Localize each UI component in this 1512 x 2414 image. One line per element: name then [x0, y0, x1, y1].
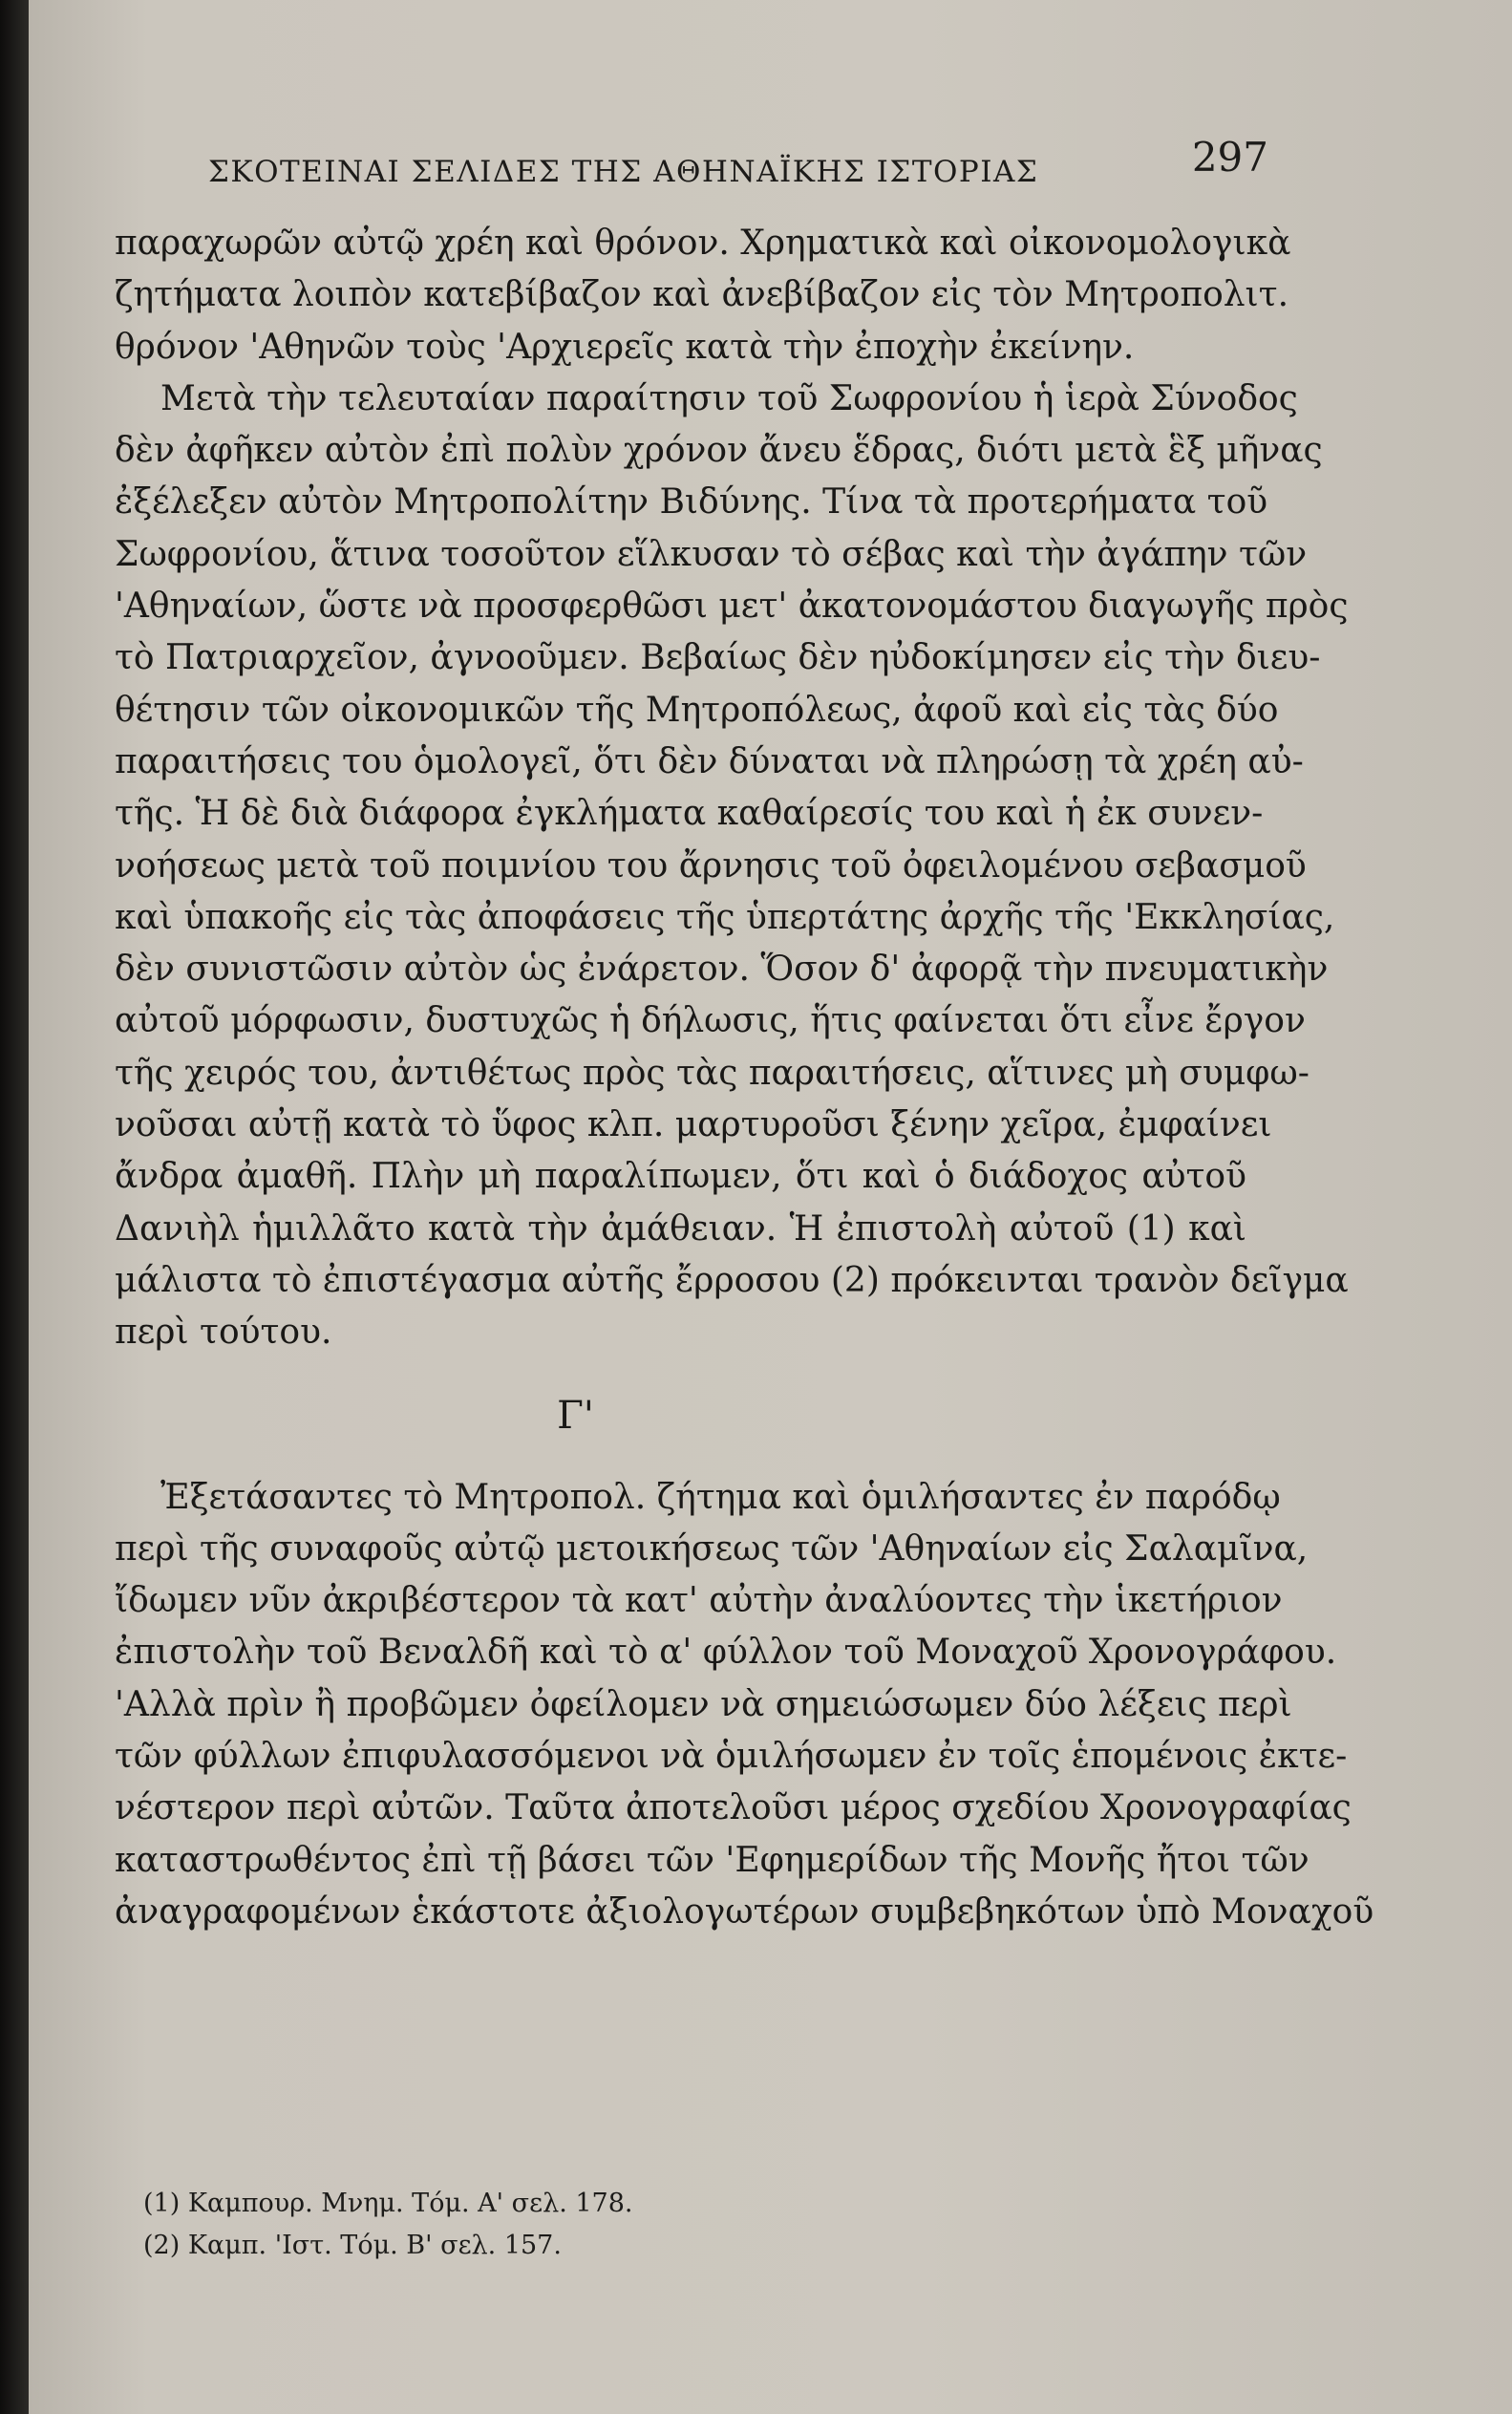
text-line: τῆς. Ἡ δὲ διὰ διάφορα ἐγκλήματα καθαίρεσίς του καὶ ἡ ἐκ συνεν- [115, 794, 1264, 834]
text-line: Μετὰ τὴν τελευταίαν παραίτησιν τοῦ Σωφρονίου ἡ ἱερὰ Σύνοδος [160, 378, 1298, 418]
text-line: Σωφρονίου, ἅτινα τοσοῦτον εἵλκυσαν τὸ σέβας καὶ τὴν ἀγάπην τῶν [115, 534, 1308, 574]
text-line: τῶν φύλλων ἐπιφυλασσόμενοι νὰ ὁμιλήσωμεν ἐν τοῖς ἑπομένοις ἐκτε- [115, 1737, 1348, 1777]
page-body [115, 218, 1374, 1938]
text-line: 'Αθηναίων, ὥστε νὰ προσφερθῶσι μετ' ἀκατονομάστου διαγωγῆς πρὸς [115, 587, 1349, 627]
text-line: θρόνον 'Αθηνῶν τοὺς 'Αρχιερεῖς κατὰ τὴν ἐποχὴν ἐκείνην. [115, 327, 1135, 367]
text-line: ζητήματα λοιπὸν κατεβίβαζον καὶ ἀνεβίβαζον εἰς τὸν Μητροπολιτ. [115, 275, 1289, 315]
footnote: (2) Καμπ. 'Ιστ. Τόμ. Β' σελ. 157. [143, 2231, 562, 2260]
text-line: Δανιὴλ ἡμιλλᾶτο κατὰ τὴν ἀμάθειαν. Ἡ ἐπιστολὴ αὐτοῦ (1) καὶ [115, 1208, 1246, 1249]
text-line: καταστρωθέντος ἐπὶ τῇ βάσει τῶν 'Εφημερίδων τῆς Μονῆς ἤτοι τῶν [115, 1840, 1310, 1880]
text-line: αὐτοῦ μόρφωσιν, δυστυχῶς ἡ δήλωσις, ἥτις φαίνεται ὅτι εἶνε ἔργον [115, 1001, 1306, 1041]
text-line: δὲν συνιστῶσιν αὐτὸν ὡς ἐνάρετον. Ὅσον δ' ἀφορᾷ τὴν πνευματικὴν [115, 950, 1329, 990]
text-line: θέτησιν τῶν οἰκονομικῶν τῆς Μητροπόλεως, ἀφοῦ καὶ εἰς τὰς δύο [115, 690, 1279, 730]
text-line: παραιτήσεις του ὁμολογεῖ, ὅτι δὲν δύναται νὰ πληρώσῃ τὰ χρέη αὐ- [115, 741, 1304, 781]
text-line: καὶ ὑπακοῆς εἰς τὰς ἀποφάσεις τῆς ὑπερτάτης ἀρχῆς τῆς 'Εκκλησίας, [115, 897, 1335, 937]
text-line: τῆς χειρός του, ἀντιθέτως πρὸς τὰς παραιτήσεις, αἵτινες μὴ συμφω- [115, 1053, 1310, 1093]
section-heading: Γ' [557, 1393, 594, 1438]
text-line: ἴδωμεν νῦν ἀκριβέστερον τὰ κατ' αὐτὴν ἀναλύοντες τὴν ἱκετήριον [115, 1581, 1283, 1621]
text-line: παραχωρῶν αὐτῷ χρέη καὶ θρόνον. Χρηματικὰ καὶ οἰκονομολογικὰ [115, 224, 1291, 263]
page-header [208, 134, 1268, 191]
text-line: ἐπιστολὴν τοῦ Βεναλδῆ καὶ τὸ α' φύλλον τοῦ Μοναχοῦ Χρονογράφου. [115, 1633, 1337, 1673]
text-line: νέστερον περὶ αὐτῶν. Ταῦτα ἀποτελοῦσι μέρος σχεδίου Χρονογραφίας [115, 1788, 1352, 1828]
book-page [29, 0, 1512, 2414]
text-line: τὸ Πατριαρχεῖον, ἀγνοοῦμεν. Βεβαίως δὲν ηὐδοκίμησεν εἰς τὴν διευ- [115, 638, 1321, 678]
text-line: περὶ τούτου. [115, 1313, 332, 1353]
text-line: ἀναγραφομένων ἑκάστοτε ἀξιολογωτέρων συμβεβηκότων ὑπὸ Μοναχοῦ [115, 1891, 1374, 1932]
text-line: νοῦσαι αὐτῇ κατὰ τὸ ὕφος κλπ. μαρτυροῦσι ξένην χεῖρα, ἐμφαίνει [115, 1105, 1272, 1145]
page-number: 297 [1191, 134, 1268, 181]
text-line: 'Αλλὰ πρὶν ἢ προβῶμεν ὀφείλομεν νὰ σημειώσωμεν δύο λέξεις περὶ [115, 1684, 1292, 1724]
text-line: μάλιστα τὸ ἐπιστέγασμα αὐτῆς ἔρροσου (2) πρόκεινται τρανὸν δεῖγμα [115, 1260, 1349, 1300]
book-gutter-shadow [0, 0, 29, 2414]
text-line: Ἐξετάσαντες τὸ Μητροπολ. ζήτημα καὶ ὁμιλήσαντες ἐν παρόδῳ [160, 1477, 1281, 1517]
footnote: (1) Καμπουρ. Μνημ. Τόμ. Α' σελ. 178. [143, 2189, 633, 2218]
footnotes [143, 2183, 1098, 2267]
text-line: νοήσεως μετὰ τοῦ ποιμνίου του ἄρνησις τοῦ ὀφειλομένου σεβασμοῦ [115, 845, 1307, 886]
text-line: ἄνδρα ἀμαθῆ. Πλὴν μὴ παραλίπωμεν, ὅτι καὶ ὁ διάδοχος αὐτοῦ [115, 1157, 1246, 1197]
text-line: ἐξέλεξεν αὐτὸν Μητροπολίτην Βιδύνης. Τίνα τὰ προτερήματα τοῦ [115, 482, 1268, 523]
text-line: δὲν ἀφῆκεν αὐτὸν ἐπὶ πολὺν χρόνον ἄνευ ἕδρας, διότι μετὰ ἓξ μῆνας [115, 431, 1323, 471]
running-title: ΣΚΟΤΕΙΝΑΙ ΣΕΛΙΔΕΣ ΤΗΣ ΑΘΗΝΑΪΚΗΣ ΙΣΤΟΡΙΑΣ [208, 155, 1039, 189]
text-line: περὶ τῆς συναφοῦς αὐτῷ μετοικήσεως τῶν 'Αθηναίων εἰς Σαλαμῖνα, [115, 1528, 1309, 1569]
